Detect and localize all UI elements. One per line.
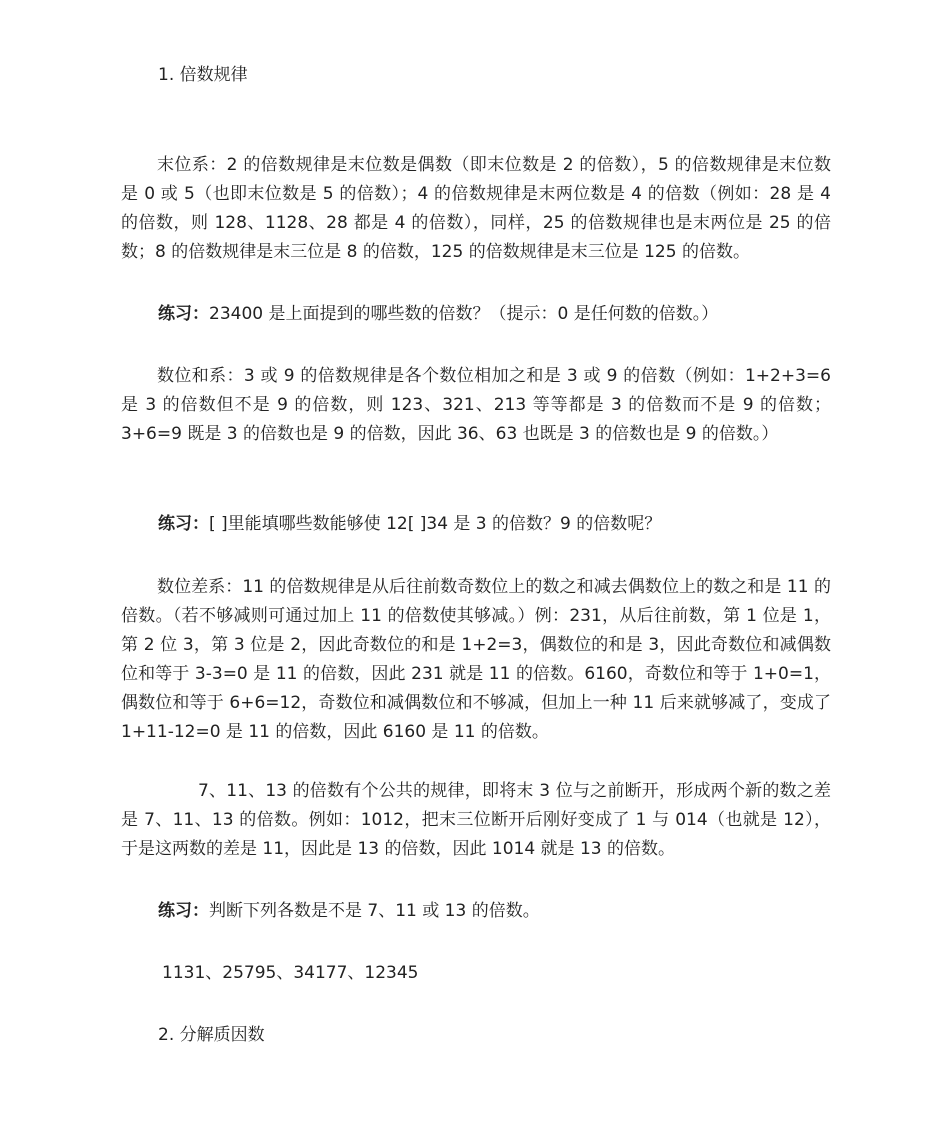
exercise-2-text: [ ]里能填哪些数能够使 12[ ]34 是 3 的倍数？9 的倍数呢？ bbox=[209, 514, 662, 534]
exercise-1 bbox=[158, 300, 718, 329]
exercise-3 bbox=[158, 897, 540, 926]
exercise-1-label: 练习： bbox=[158, 304, 209, 324]
paragraph-7-11-13-rules: 7、11、13 的倍数有个公共的规律，即将末 3 位与之前断开，形成两个新的数之差是 7、11、13 的倍数。例如：1012，把末三位断开后刚好变成了 1 与 014（也就是 12），于是这两数的差是 11，因此是 13 的倍数，因此 1014 就是 13 的倍数。 bbox=[121, 781, 831, 859]
section-heading-prime-factorization: 2. 分解质因数 bbox=[158, 1025, 265, 1045]
paragraph-digit-difference-rules: 数位差系：11 的倍数规律是从后往前数奇数位上的数之和减去偶数位上的数之和是 11 的倍数。（若不够减则可通过加上 11 的倍数使其够减。）例：231，从后往前数，第 1 位是 1，第 2 位 3，第 3 位是 2，因此奇数位的和是 1+2=3，偶数位的和是 3，因此奇数位和减偶数位和等于 3-3=0 是 11 的倍数，因此 231 就是 11 的倍数。6160，奇数位和等于 1+0=1，偶数位和等于 6+6=12，奇数位和减偶数位和不够减，但加上一种 11 后来就够减了，变成了 1+11-12=0 是 11 的倍数，因此 6160 是 11 的倍数。 bbox=[121, 577, 831, 742]
exercise-3-numbers: 1131、25795、34177、12345 bbox=[162, 963, 419, 983]
paragraph-last-digit-rules: 末位系：2 的倍数规律是末位数是偶数（即末位数是 2 的倍数），5 的倍数规律是末位数是 0 或 5（也即末位数是 5 的倍数）；4 的倍数规律是末两位数是 4 的倍数（例如：28 是 4 的倍数，则 128、1128、28 都是 4 的倍数），同样，25 的倍数规律也是末两位是 25 的倍数；8 的倍数规律是末三位是 8 的倍数，125 的倍数规律是末三位是 125 的倍数。 bbox=[121, 155, 831, 262]
section-heading-multiples-rules: 1. 倍数规律 bbox=[158, 65, 248, 85]
exercise-3-text: 判断下列各数是不是 7、11 或 13 的倍数。 bbox=[209, 901, 540, 921]
exercise-2-label: 练习： bbox=[158, 514, 209, 534]
exercise-2 bbox=[158, 510, 661, 539]
exercise-1-text: 23400 是上面提到的哪些数的倍数？（提示：0 是任何数的倍数。） bbox=[209, 304, 719, 324]
exercise-3-label: 练习： bbox=[158, 901, 209, 921]
paragraph-digit-sum-rules: 数位和系：3 或 9 的倍数规律是各个数位相加之和是 3 或 9 的倍数（例如：1+2+3=6 是 3 的倍数但不是 9 的倍数，则 123、321、213 等等都是 3 的倍数而不是 9 的倍数；3+6=9 既是 3 的倍数也是 9 的倍数，因此 36、63 也既是 3 的倍数也是 9 的倍数。） bbox=[121, 366, 831, 444]
